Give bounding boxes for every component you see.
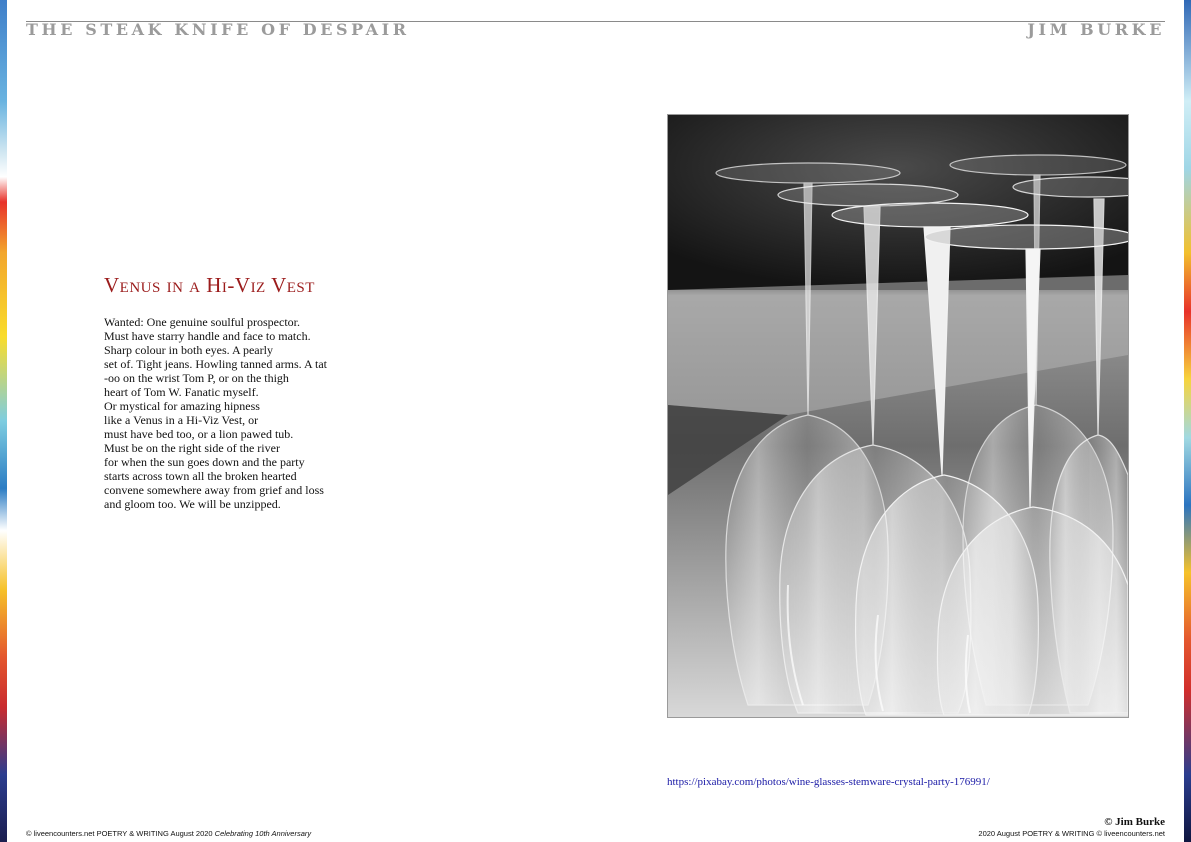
decorative-left-border [0,0,7,842]
poem-title: Venus in a Hi-Viz Vest [104,273,315,297]
poem-line: like a Venus in a Hi-Viz Vest, or [104,413,259,427]
wine-glasses-photo [667,114,1129,718]
footer-right: 2020 August POETRY & WRITING © liveencounters.net [978,829,1165,838]
poem-line: and gloom too. We will be unzipped. [104,497,281,511]
poem-line: Must be on the right side of the river [104,441,280,455]
poem-line: set of. Tight jeans. Howling tanned arms. A tat [104,357,327,371]
poem-line: for when the sun goes down and the party [104,455,305,469]
poem-line: Wanted: One genuine soulful prospector. [104,315,300,329]
poem-body [104,315,327,511]
decorative-right-border [1184,0,1191,842]
poem-line: -oo on the wrist Tom P, or on the thigh [104,371,289,385]
poem-line: Or mystical for amazing hipness [104,399,260,413]
poem-line: Sharp colour in both eyes. A pearly [104,343,273,357]
footer-left [26,829,311,838]
poem-line: Must have starry handle and face to match. [104,329,311,343]
poem-line: must have bed too, or a lion pawed tub. [104,427,294,441]
poem-line: convene somewhere away from grief and loss [104,483,324,497]
image-source-link[interactable]: https://pixabay.com/photos/wine-glasses-stemware-crystal-party-176991/ [667,776,990,788]
running-head-author: JIM BURKE [1027,20,1165,39]
footer-anniversary: Celebrating 10th Anniversary [214,829,312,838]
footer-left-text: © liveencounters.net POETRY & WRITING August 2020 [26,829,215,838]
copyright-note: © Jim Burke [1104,816,1165,828]
poem-line: heart of Tom W. Fanatic myself. [104,385,259,399]
running-head-book-title: THE STEAK KNIFE OF DESPAIR [26,20,410,39]
poem-line: starts across town all the broken hearted [104,469,297,483]
